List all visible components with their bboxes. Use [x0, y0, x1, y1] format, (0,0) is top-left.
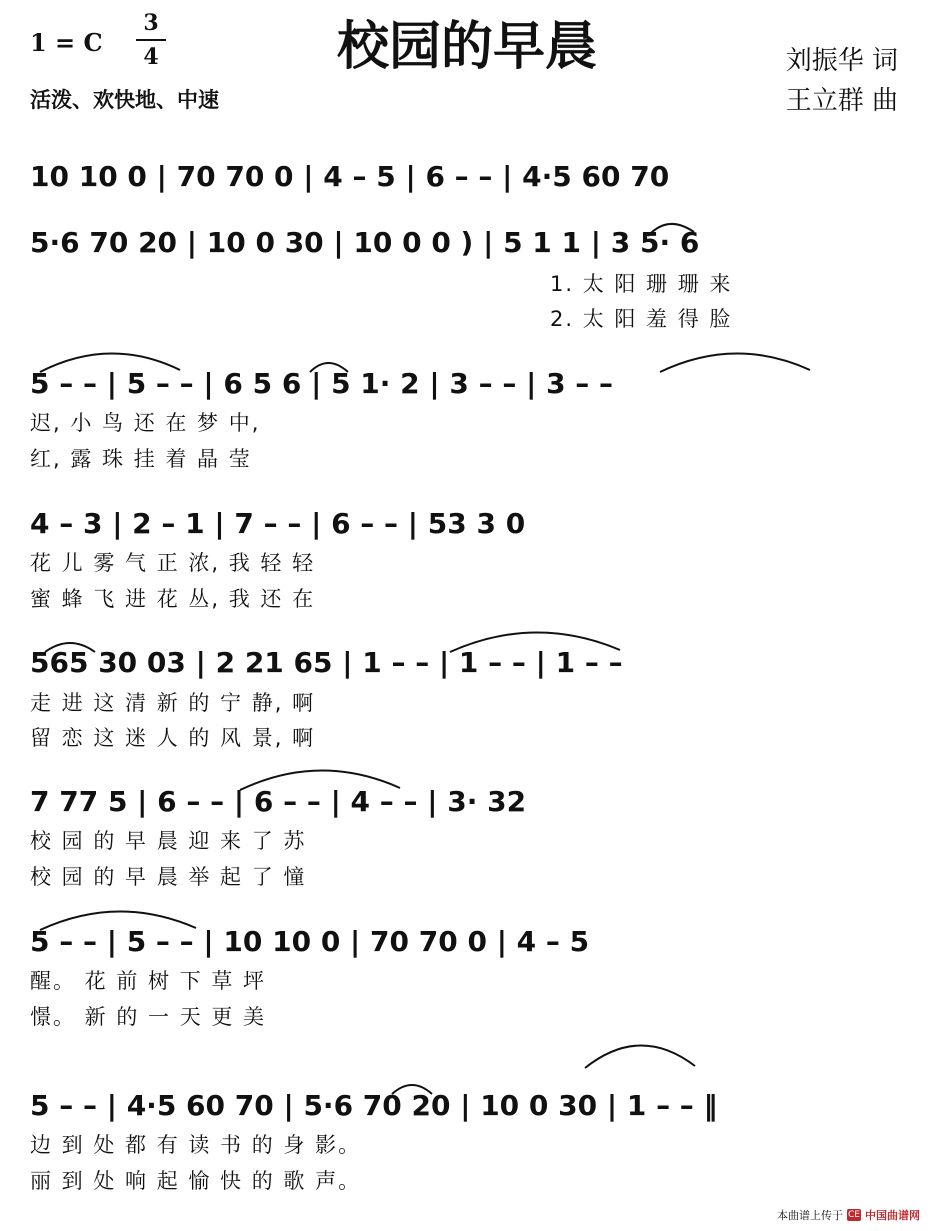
time-signature-top: 3 — [143, 10, 159, 36]
notes-row-3: 5 – – | 5 – – | 6 5 6 | 5 1· 2 | 3 – – | 3 – – — [30, 367, 614, 400]
lyrics-row-2-verse-2: 2. 太 阳 羞 得 脸 — [550, 307, 733, 331]
lyricist-credit: 刘振华 词 — [785, 46, 898, 76]
score-row-3 — [30, 353, 810, 471]
tempo-marking: 活泼、欢快地、中速 — [30, 88, 219, 112]
notes-row-2: 5·6 70 20 | 10 0 30 | 10 0 0 ) | 5 1 1 | 3 5· 6 — [30, 226, 700, 259]
lyrics-row-7-verse-1: 醒。 花 前 树 下 草 坪 — [30, 969, 267, 993]
lyrics-row-6-verse-1: 校 园 的 早 晨 迎 来 了 苏 — [30, 829, 307, 853]
score-row-5 — [30, 632, 623, 750]
lyrics-row-8-verse-2: 丽 到 处 响 起 愉 快 的 歌 声。 — [30, 1169, 362, 1193]
lyrics-row-8-verse-1: 边 到 处 都 有 读 书 的 身 影。 — [30, 1133, 362, 1157]
score-row-7 — [30, 911, 589, 1029]
lyrics-row-2-verse-1: 1. 太 阳 珊 珊 来 — [550, 272, 733, 296]
song-title: 校园的早晨 — [336, 17, 597, 77]
notes-row-5: 565 30 03 | 2 21 65 | 1 – – | 1 – – | 1 – – — [30, 646, 623, 679]
site-logo-text[interactable]: 中国曲谱网 — [865, 1209, 920, 1222]
notes-row-8: 5 – – | 4·5 60 70 | 5·6 70 20 | 10 0 30 | 1 – – ‖ — [30, 1089, 718, 1122]
notes-row-4: 4 – 3 | 2 – 1 | 7 – – | 6 – – | 53 3 0 — [30, 507, 526, 540]
notes-row-6: 7 77 5 | 6 – – | 6 – – | 4 – – | 3· 32 — [30, 785, 527, 818]
lyrics-row-3-verse-2: 红, 露 珠 挂 着 晶 莹 — [30, 447, 252, 471]
time-signature-bottom: 4 — [143, 44, 159, 70]
notes-row-7: 5 – – | 5 – – | 10 10 0 | 70 70 0 | 4 – 5 — [30, 925, 590, 958]
lyrics-row-5-verse-2: 留 恋 这 迷 人 的 风 景, 啊 — [30, 726, 316, 750]
lyrics-row-4-verse-2: 蜜 蜂 飞 进 花 丛, 我 还 在 — [30, 587, 316, 611]
composer-credit: 王立群 曲 — [785, 86, 898, 116]
score-row-2 — [30, 224, 732, 331]
upload-text: 本曲谱上传于 — [777, 1209, 843, 1222]
score-row-1 — [30, 160, 669, 193]
key-signature: 1 = C — [30, 28, 103, 57]
score-row-6 — [30, 770, 526, 889]
lyrics-row-3-verse-1: 迟, 小 鸟 还 在 梦 中, — [30, 411, 261, 435]
lyrics-row-4-verse-1: 花 儿 雾 气 正 浓, 我 轻 轻 — [30, 551, 316, 575]
slur-row-3-c — [660, 353, 810, 372]
slur-row-8-b — [585, 1045, 695, 1068]
score-row-8 — [30, 1045, 718, 1193]
score-row-4 — [30, 507, 525, 611]
lyrics-row-5-verse-1: 走 进 这 清 新 的 宁 静, 啊 — [30, 691, 316, 715]
lyrics-row-7-verse-2: 憬。 新 的 一 天 更 美 — [30, 1005, 267, 1029]
upload-footer — [777, 1207, 920, 1223]
lyrics-row-6-verse-2: 校 园 的 早 晨 举 起 了 憧 — [30, 865, 307, 889]
notes-row-1: 10 10 0 | 70 70 0 | 4 – 5 | 6 – – | 4·5 60 70 — [30, 160, 670, 193]
site-logo-icon: CE — [848, 1210, 860, 1220]
